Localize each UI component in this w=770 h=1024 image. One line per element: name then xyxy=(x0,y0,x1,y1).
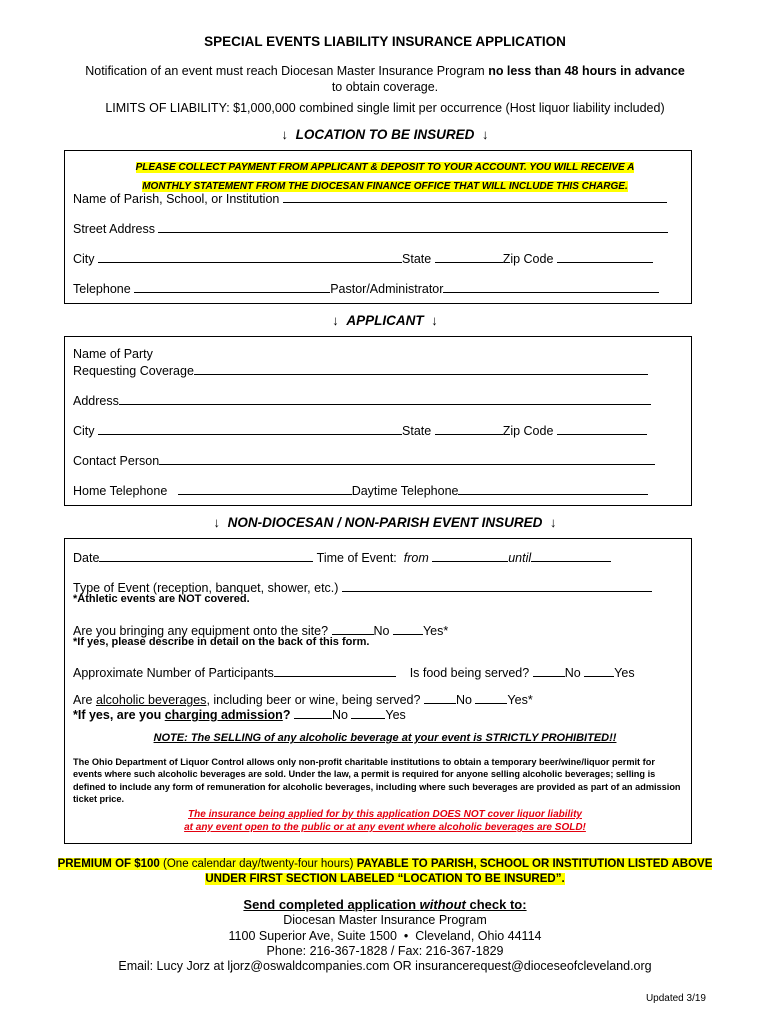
pastor-input[interactable] xyxy=(443,280,659,293)
applicant-city-field: City State Zip Code xyxy=(73,422,647,438)
party-name-label-1: Name of Party xyxy=(73,347,153,361)
contact-person-field: Contact Person xyxy=(73,452,655,468)
parish-name-field: Name of Parish, School, or Institution xyxy=(73,190,667,206)
applicant-zip-input[interactable] xyxy=(557,422,647,435)
page-title: SPECIAL EVENTS LIABILITY INSURANCE APPLICATION xyxy=(204,34,566,49)
party-name-field: Requesting Coverage xyxy=(73,362,648,378)
contact-person-input[interactable] xyxy=(159,452,655,465)
send-email[interactable]: Email: Lucy Jorz at ljorz@oswaldcompanies.com OR insurancerequest@dioceseofcleveland.org xyxy=(118,959,652,973)
liquor-control-paragraph: The Ohio Department of Liquor Control allows only non-profit charitable institutions to obtain a temporary beer/wine/liquor permit for events where such alcoholic beverages are sold. Under the law, a permit is required for anyone selling alcoholic beverages; selling is defined to include any form of remuneration for alcoholic beverages, including where such beverages are provided as part of an admission ticket price. xyxy=(73,757,681,804)
updated-date: Updated 3/19 xyxy=(645,993,706,1004)
location-telephone-input[interactable] xyxy=(134,280,330,293)
food-yes-input[interactable] xyxy=(584,664,614,677)
location-telephone-field: Telephone Pastor/Administrator xyxy=(73,280,659,296)
alcohol-no-input[interactable] xyxy=(424,691,456,704)
time-from-input[interactable] xyxy=(432,549,508,562)
down-arrow-icon: ↓ xyxy=(549,515,557,530)
street-address-field: Street Address xyxy=(73,220,668,236)
athletic-note: *Athletic events are NOT covered. xyxy=(73,593,250,605)
street-address-input[interactable] xyxy=(158,220,668,233)
equipment-yes-input[interactable] xyxy=(393,622,423,635)
event-type-input[interactable] xyxy=(342,579,652,592)
applicant-address-field: Address xyxy=(73,392,651,408)
payment-notice: PLEASE COLLECT PAYMENT FROM APPLICANT & DEPOSIT TO YOUR ACCOUNT. YOU WILL RECEIVE A MONTHLY STATEMENT FROM THE DIOCESAN FINANCE OFFICE THAT WILL INCLUDE THIS CHARGE. xyxy=(135,162,635,192)
location-city-field: City State Zip Code xyxy=(73,250,653,266)
down-arrow-icon: ↓ xyxy=(332,313,339,328)
admission-no-input[interactable] xyxy=(294,706,332,719)
send-org: Diocesan Master Insurance Program xyxy=(283,913,487,927)
equipment-question: Are you bringing any equipment onto the site? No Yes* xyxy=(73,624,449,638)
food-no-input[interactable] xyxy=(533,664,565,677)
down-arrow-icon: ↓ xyxy=(213,515,221,530)
time-until-input[interactable] xyxy=(531,549,611,562)
participants-input[interactable] xyxy=(274,664,396,677)
limits-of-liability: LIMITS OF LIABILITY: $1,000,000 combined single limit per occurrence (Host liquor liability included) xyxy=(105,101,665,115)
event-heading: ↓ NON-DIOCESAN / NON-PARISH EVENT INSURED ↓ xyxy=(213,515,557,530)
location-zip-input[interactable] xyxy=(557,250,653,263)
notification-line-2: to obtain coverage. xyxy=(331,80,439,94)
participants-field: Approximate Number of Participants Is food being served? No Yes xyxy=(73,666,635,680)
premium-line-1: PREMIUM OF $100 (One calendar day/twenty-four hours) PAYABLE TO PARISH, SCHOOL OR INSTITUTION LISTED ABOVE xyxy=(57,858,713,870)
location-heading: ↓ LOCATION TO BE INSURED ↓ xyxy=(281,127,489,142)
party-name-input[interactable] xyxy=(194,362,648,375)
parish-name-input[interactable] xyxy=(283,190,667,203)
alcohol-yes-input[interactable] xyxy=(475,691,507,704)
bullet-icon: • xyxy=(403,929,409,943)
event-date-input[interactable] xyxy=(99,549,313,562)
admission-question: *If yes, are you charging admission? No Yes xyxy=(73,708,406,722)
telephone-field: Home Telephone Daytime Telephone xyxy=(73,482,648,498)
down-arrow-icon: ↓ xyxy=(281,127,289,142)
location-city-input[interactable] xyxy=(98,250,402,263)
notification-line-1: Notification of an event must reach Diocesan Master Insurance Program no less than 48 hours in advance xyxy=(85,64,685,78)
location-state-input[interactable] xyxy=(435,250,503,263)
equipment-no-input[interactable] xyxy=(332,622,374,635)
applicant-city-input[interactable] xyxy=(98,422,402,435)
home-telephone-input[interactable] xyxy=(178,482,352,495)
applicant-heading: ↓ APPLICANT ↓ xyxy=(332,313,438,328)
equipment-note: *If yes, please describe in detail on the back of this form. xyxy=(73,636,370,648)
liquor-liability-warning-2: at any event open to the public or at any event where alcoholic beverages are SOLD! xyxy=(184,822,586,833)
event-type-field: Type of Event (reception, banquet, shower, etc.) xyxy=(73,579,652,595)
selling-prohibited-note: NOTE: The SELLING of any alcoholic beverage at your event is STRICTLY PROHIBITED!! xyxy=(153,732,617,744)
applicant-address-input[interactable] xyxy=(119,392,651,405)
alcohol-question: Are alcoholic beverages, including beer or wine, being served? No Yes* xyxy=(73,693,533,707)
send-phone: Phone: 216-367-1828 / Fax: 216-367-1829 xyxy=(266,944,504,958)
admission-yes-input[interactable] xyxy=(351,706,385,719)
liquor-liability-warning-1: The insurance being applied for by this application DOES NOT cover liquor liability xyxy=(188,809,582,820)
premium-line-2: UNDER FIRST SECTION LABELED “LOCATION TO BE INSURED”. xyxy=(205,873,565,885)
event-date-field: Date Time of Event: from until xyxy=(73,549,611,565)
down-arrow-icon: ↓ xyxy=(481,127,489,142)
send-heading: Send completed application without check to: xyxy=(243,897,527,912)
down-arrow-icon: ↓ xyxy=(431,313,438,328)
applicant-state-input[interactable] xyxy=(435,422,503,435)
daytime-telephone-input[interactable] xyxy=(458,482,648,495)
send-address: 1100 Superior Ave, Suite 1500 • Cleveland, Ohio 44114 xyxy=(228,929,542,943)
